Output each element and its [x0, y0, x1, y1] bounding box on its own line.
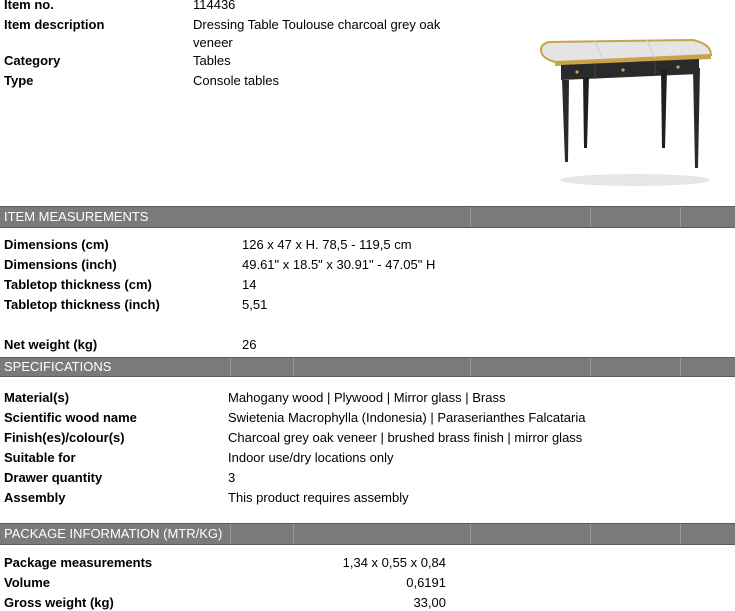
- type-value: Console tables: [193, 73, 279, 88]
- net-weight-value: 26: [242, 337, 257, 352]
- section-bar-specifications: [0, 357, 735, 377]
- measurement-value: 14: [242, 277, 257, 292]
- spec-label: Drawer quantity: [4, 470, 103, 485]
- bar-divider: [590, 358, 591, 376]
- measurement-value: 126 x 47 x H. 78,5 - 119,5 cm: [242, 237, 412, 252]
- category-value: Tables: [193, 53, 231, 68]
- section-bar-measurements: [0, 206, 735, 228]
- spec-value: Charcoal grey oak veneer | brushed brass finish | mirror glass: [228, 430, 583, 445]
- measurement-value: 49.61" x 18.5" x 30.91" - 47.05" H: [242, 257, 436, 272]
- package-label: Package measurements: [4, 555, 153, 570]
- measurement-label: Tabletop thickness (cm): [4, 277, 152, 292]
- type-label: Type: [4, 73, 34, 88]
- bar-divider: [680, 524, 681, 544]
- package-value: 0,6191: [406, 575, 446, 590]
- bar-divider: [590, 524, 591, 544]
- spec-label: Material(s): [4, 390, 70, 405]
- item-no-label: Item no.: [4, 0, 54, 12]
- bar-divider: [293, 358, 294, 376]
- net-weight-label: Net weight (kg): [4, 337, 98, 352]
- category-label: Category: [4, 53, 61, 68]
- spec-label: Scientific wood name: [4, 410, 137, 425]
- bar-divider: [680, 358, 681, 376]
- spec-label: Finish(es)/colour(s): [4, 430, 125, 445]
- spec-value: Mahogany wood | Plywood | Mirror glass | Brass: [228, 390, 506, 405]
- item-description-label: Item description: [4, 17, 105, 32]
- bar-divider: [293, 524, 294, 544]
- measurement-value: 5,51: [242, 297, 268, 312]
- item-description-line1: Dressing Table Toulouse charcoal grey oak: [193, 17, 441, 32]
- bar-divider: [230, 358, 231, 376]
- measurement-label: Dimensions (cm): [4, 237, 109, 252]
- bar-divider: [230, 524, 231, 544]
- console-table-illustration: [535, 30, 725, 190]
- spec-value: Indoor use/dry locations only: [228, 450, 394, 465]
- spec-label: Suitable for: [4, 450, 76, 465]
- spec-value: 3: [228, 470, 236, 485]
- bar-divider: [680, 207, 681, 227]
- section-title-package: PACKAGE INFORMATION (MTR/KG): [4, 526, 223, 541]
- section-bar-package: [0, 523, 735, 545]
- spec-value: This product requires assembly: [228, 490, 409, 505]
- bar-divider: [470, 524, 471, 544]
- item-no-value: 114436: [193, 0, 236, 12]
- spec-label: Assembly: [4, 490, 66, 505]
- package-label: Gross weight (kg): [4, 595, 114, 610]
- package-value: 1,34 x 0,55 x 0,84: [342, 555, 446, 570]
- bar-divider: [470, 207, 471, 227]
- product-image: [535, 30, 725, 193]
- section-title-specifications: SPECIFICATIONS: [4, 359, 112, 374]
- package-value: 33,00: [413, 595, 446, 610]
- section-title-measurements: ITEM MEASUREMENTS: [4, 209, 149, 224]
- measurement-label: Tabletop thickness (inch): [4, 297, 160, 312]
- bar-divider: [590, 207, 591, 227]
- measurement-label: Dimensions (inch): [4, 257, 117, 272]
- item-description-line2: veneer: [193, 35, 233, 50]
- package-label: Volume: [4, 575, 50, 590]
- bar-divider: [470, 358, 471, 376]
- spec-value: Swietenia Macrophylla (Indonesia) | Paraserianthes Falcataria: [228, 410, 586, 425]
